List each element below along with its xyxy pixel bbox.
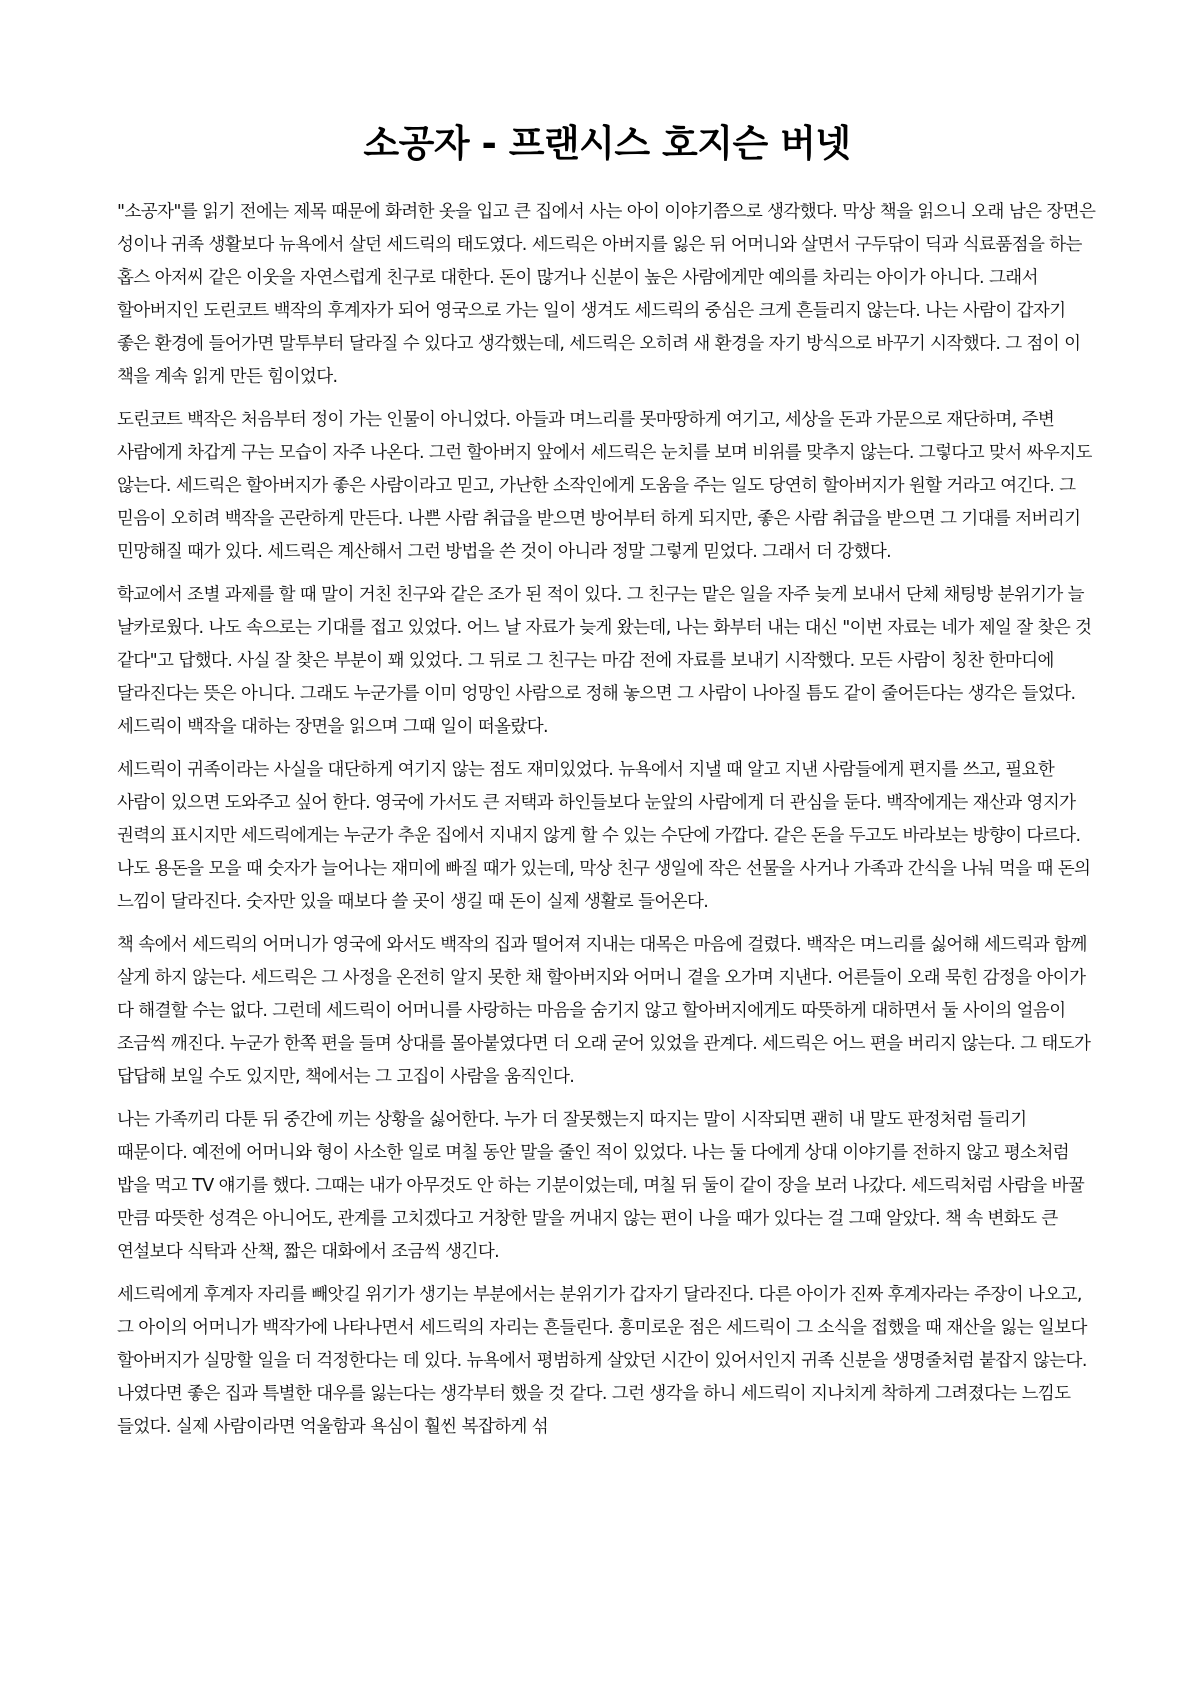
document-body [117,196,1097,1444]
body-paragraph-2: 도린코트 백작은 처음부터 정이 가는 인물이 아니었다. 아들과 며느리를 못마땅하게 여기고, 세상을 돈과 가문으로 재단하며, 주변 사람에게 차갑게 구는 모습이 자주 나온다. 그런 할아버지 앞에서 세드릭은 눈치를 보며 비위를 맞추지 않는다. 그렇다고 맞서 싸우지도 않는다. 세드릭은 할아버지가 좋은 사람이라고 믿고, 가난한 소작인에게 도움을 주는 일도 당연히 할아버지가 원할 거라고 여긴다. 그 믿음이 오히려 백작을 곤란하게 만든다. 나쁜 사람 취급을 받으면 방어부터 하게 되지만, 좋은 사람 취급을 받으면 그 기대를 저버리기 민망해질 때가 있다. 세드릭은 계산해서 그런 방법을 쓴 것이 아니라 정말 그렇게 믿었다. 그래서 더 강했다. [117,410,1092,562]
document-page [117,118,1097,1454]
body-paragraph-1: "소공자"를 읽기 전에는 제목 때문에 화려한 옷을 입고 큰 집에서 사는 아이 이야기쯤으로 생각했다. 막상 책을 읽으니 오래 남은 장면은 성이나 귀족 생활보다 뉴욕에서 살던 세드릭의 태도였다. 세드릭은 아버지를 잃은 뒤 어머니와 살면서 구두닦이 딕과 식료품점을 하는 홉스 아저씨 같은 이웃을 자연스럽게 친구로 대한다. 돈이 많거나 신분이 높은 사람에게만 예의를 차리는 아이가 아니다. 그래서 할아버지인 도린코트 백작의 후계자가 되어 영국으로 가는 일이 생겨도 세드릭의 중심은 크게 흔들리지 않는다. 나는 사람이 갑자기 좋은 환경에 들어가면 말투부터 달라질 수 있다고 생각했는데, 세드릭은 오히려 새 환경을 자기 방식으로 바꾸기 시작했다. 그 점이 이 책을 계속 읽게 만든 힘이었다. [117,202,1096,387]
document-title: 소공자 - 프랜시스 호지슨 버넷 [363,122,851,165]
body-paragraph-3: 학교에서 조별 과제를 할 때 말이 거친 친구와 같은 조가 된 적이 있다. 그 친구는 맡은 일을 자주 늦게 보내서 단체 채팅방 분위기가 늘 날카로웠다. 나도 속으로는 기대를 접고 있었다. 어느 날 자료가 늦게 왔는데, 나는 화부터 내는 대신 "이번 자료는 네가 제일 잘 찾은 것 같다"고 답했다. 사실 잘 찾은 부분이 꽤 있었다. 그 뒤로 그 친구는 마감 전에 자료를 보내기 시작했다. 모든 사람이 칭찬 한마디에 달라진다는 뜻은 아니다. 그래도 누군가를 이미 엉망인 사람으로 정해 놓으면 그 사람이 나아질 틈도 같이 줄어든다는 생각은 들었다. 세드릭이 백작을 대하는 장면을 읽으며 그때 일이 떠올랐다. [117,585,1092,737]
body-paragraph-6: 나는 가족끼리 다툰 뒤 중간에 끼는 상황을 싫어한다. 누가 더 잘못했는지 따지는 말이 시작되면 괜히 내 말도 판정처럼 들리기 때문이다. 예전에 어머니와 형이 사소한 일로 며칠 동안 말을 줄인 적이 있었다. 나는 둘 다에게 상대 이야기를 전하지 않고 평소처럼 밥을 먹고 TV 얘기를 했다. 그때는 내가 아무것도 안 하는 기분이었는데, 며칠 뒤 둘이 같이 장을 보러 나갔다. 세드릭처럼 사람을 바꿀 만큼 따뜻한 성격은 아니어도, 관계를 고치겠다고 거창한 말을 꺼내지 않는 편이 나을 때가 있다는 걸 그때 알았다. 책 속 변화도 큰 연설보다 식탁과 산책, 짧은 대화에서 조금씩 생긴다. [117,1110,1085,1262]
body-paragraph-4: 세드릭이 귀족이라는 사실을 대단하게 여기지 않는 점도 재미있었다. 뉴욕에서 지낼 때 알고 지낸 사람들에게 편지를 쓰고, 필요한 사람이 있으면 도와주고 싶어 한다. 영국에 가서도 큰 저택과 하인들보다 눈앞의 사람에게 더 관심을 둔다. 백작에게는 재산과 영지가 권력의 표시지만 세드릭에게는 누군가 추운 집에서 지내지 않게 할 수 있는 수단에 가깝다. 같은 돈을 두고도 바라보는 방향이 다르다. 나도 용돈을 모을 때 숫자가 늘어나는 재미에 빠질 때가 있는데, 막상 친구 생일에 작은 선물을 사거나 가족과 간식을 나눠 먹을 때 돈의 느낌이 달라진다. 숫자만 있을 때보다 쓸 곳이 생길 때 돈이 실제 생활로 들어온다. [117,760,1091,912]
body-paragraph-5: 책 속에서 세드릭의 어머니가 영국에 와서도 백작의 집과 떨어져 지내는 대목은 마음에 걸렸다. 백작은 며느리를 싫어해 세드릭과 함께 살게 하지 않는다. 세드릭은 그 사정을 온전히 알지 못한 채 할아버지와 어머니 곁을 오가며 지낸다. 어른들이 오래 묵힌 감정을 아이가 다 해결할 수는 없다. 그런데 세드릭이 어머니를 사랑하는 마음을 숨기지 않고 할아버지에게도 따뜻하게 대하면서 둘 사이의 얼음이 조금씩 깨진다. 누군가 한쪽 편을 들며 상대를 몰아붙였다면 더 오래 굳어 있었을 관계다. 세드릭은 어느 편을 버리지 않는다. 그 태도가 답답해 보일 수도 있지만, 책에서는 그 고집이 사람을 움직인다. [117,935,1091,1087]
body-paragraph-7: 세드릭에게 후계자 자리를 빼앗길 위기가 생기는 부분에서는 분위기가 갑자기 달라진다. 다른 아이가 진짜 후계자라는 주장이 나오고, 그 아이의 어머니가 백작가에 나타나면서 세드릭의 자리는 흔들린다. 흥미로운 점은 세드릭이 그 소식을 접했을 때 재산을 잃는 일보다 할아버지가 실망할 일을 더 걱정한다는 데 있다. 뉴욕에서 평범하게 살았던 시간이 있어서인지 귀족 신분을 생명줄처럼 붙잡지 않는다. 나였다면 좋은 집과 특별한 대우를 잃는다는 생각부터 했을 것 같다. 그런 생각을 하니 세드릭이 지나치게 착하게 그려졌다는 느낌도 들었다. 실제 사람이라면 억울함과 욕심이 훨씬 복잡하게 섞 [117,1285,1087,1437]
